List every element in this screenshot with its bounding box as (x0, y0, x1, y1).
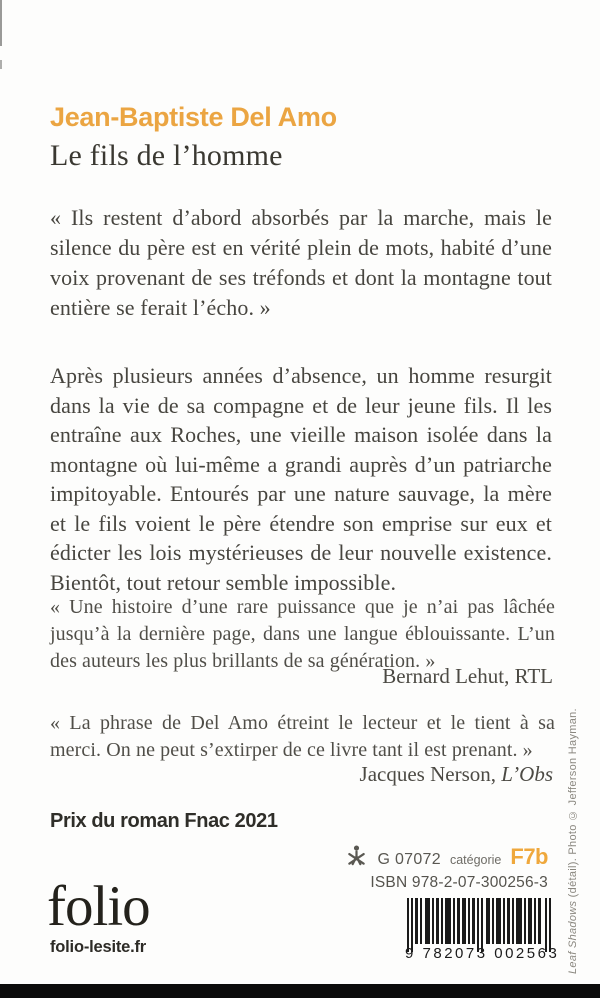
review-outlet: L’Obs (501, 762, 553, 786)
publisher-logo-folio: folio (47, 875, 150, 938)
author-name: Jean-Baptiste Del Amo (50, 102, 337, 132)
bottom-black-bar (0, 984, 600, 998)
isbn-number: ISBN 978-2-07-300256-3 (370, 874, 548, 891)
press-review-quote-1: « Une histoire d’une rare puissance que je n’ai pas lâchée jusqu’à la dernière page, dans une langue éblouissante. L’un des auteurs les plus brillants de sa génération. » (50, 596, 555, 672)
press-review-attribution-2 (360, 762, 553, 787)
photo-credit-artwork-title: Leaf Shadows (567, 900, 579, 974)
colophon-category-line (345, 844, 548, 870)
reviewer-name: Jacques Nerson, (359, 762, 502, 786)
scan-edge-artifact (0, 0, 2, 46)
book-title: Le fils de l’homme (50, 139, 283, 172)
press-review-quote-2: « La phrase de Del Amo étreint le lecteur et le tient à sa merci. On ne peut s’extirper de ce livre tant il est prenant. » (50, 712, 555, 761)
triman-recycling-icon (345, 844, 368, 872)
stock-code: G 07072 (377, 851, 441, 868)
award-line: Prix du roman Fnac 2021 (50, 810, 278, 832)
category-label: catégorie (449, 853, 502, 867)
cover-photo-credit (567, 708, 579, 974)
barcode-number: 9 782073 002563 (405, 945, 560, 962)
excerpt-quote: « Ils restent d’abord absorbés par la marche, mais le silence du père est en vérité plein de mots, habité d’une voix provenant de ses tréfonds et dont la montagne tout entière se ferait l’écho. » (50, 205, 552, 320)
synopsis-text: Après plusieurs années d’absence, un homme resurgit dans la vie de sa compagne et de leur jeune fils. Il les entraîne aux Roches, une vieille maison isolée dans la montagne où lui-même a grandi auprès d’un patriarche impitoyable. Entourés par une nature sauvage, la mère et le fils voient le père étendre son emprise sur eux et édicter les lois mystérieuses de leur nouvelle existence. Bientôt, tout retour semble impossible. (50, 363, 552, 595)
reviewer-name: Bernard Lehut, (382, 664, 515, 688)
photo-credit-photographer: (détail). Photo © Jefferson Hayman. (567, 708, 579, 901)
publisher-website: folio-lesite.fr (50, 938, 147, 956)
ean-barcode (405, 898, 560, 962)
category-value: F7b (510, 844, 548, 869)
press-review-attribution-1 (382, 664, 553, 689)
scan-edge-dot (0, 60, 2, 69)
review-outlet: RTL (514, 664, 553, 688)
